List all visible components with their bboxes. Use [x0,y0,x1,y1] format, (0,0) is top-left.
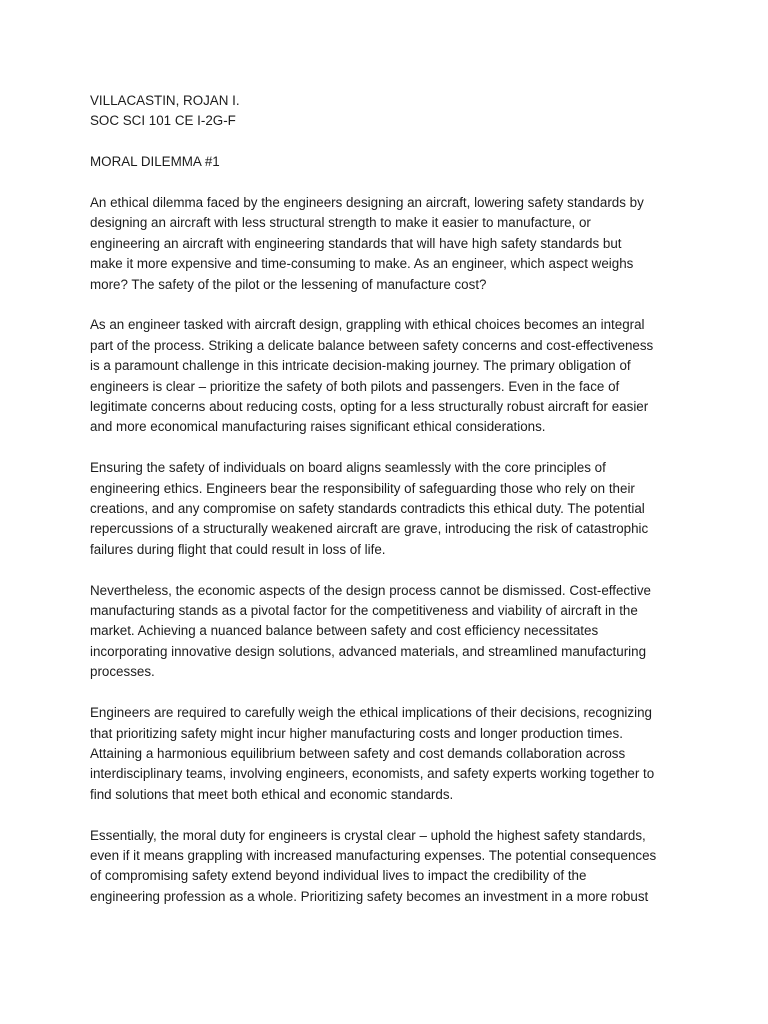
paragraph-line: Attaining a harmonious equilibrium between safety and cost demands collaboration across [90,745,626,761]
paragraph-line: engineering ethics. Engineers bear the responsibility of safeguarding those who rely on their [90,480,635,496]
paragraph-2 [90,315,686,437]
paragraph-6 [90,826,686,908]
paragraph-line: market. Achieving a nuanced balance between safety and cost efficiency necessitates [90,623,599,639]
paragraph-1 [90,193,686,295]
paragraph-4 [90,581,686,683]
paragraph-line: engineering an aircraft with engineering standards that will have high safety standards but [90,235,622,251]
paragraph-line: more? The safety of the pilot or the lessening of manufacture cost? [90,276,487,292]
paragraph-line: make it more expensive and time-consuming to make. As an engineer, which aspect weighs [90,256,634,272]
paragraph-3 [90,458,686,560]
course-code: SOC SCI 101 CE I-2G-F [90,113,236,129]
author-name: VILLACASTIN, ROJAN I. [90,93,240,108]
paragraph-line: find solutions that meet both ethical and economic standards. [90,786,454,802]
paragraph-5 [90,703,686,805]
paragraph-line: legitimate concerns about reducing costs, opting for a less structurally robust aircraft for easier [90,399,649,415]
paragraph-line: An ethical dilemma faced by the engineers designing an aircraft, lowering safety standards by [90,195,644,210]
paragraph-line: is a paramount challenge in this intricate decision-making journey. The primary obligation of [90,358,631,374]
paragraph-line: manufacturing stands as a pivotal factor for the competitiveness and viability of aircraft in the [90,603,638,619]
paragraph-line: engineers is clear – prioritize the safety of both pilots and passengers. Even in the face of [90,378,620,394]
paragraph-line: incorporating innovative design solutions, advanced materials, and streamlined manufacturing [90,643,647,659]
paragraph-line: part of the process. Striking a delicate balance between safety concerns and cost-effectiveness [90,337,654,353]
paragraph-line: creations, and any compromise on safety standards contradicts this ethical duty. The potential [90,501,645,517]
paragraph-line: that prioritizing safety might incur higher manufacturing costs and longer production times. [90,725,623,741]
paragraph-line: designing an aircraft with less structural strength to make it easier to manufacture, or [90,215,591,231]
paragraph-line: engineering profession as a whole. Prioritizing safety becomes an investment in a more robust [90,888,649,904]
paragraph-line: failures during flight that could result in loss of life. [90,541,386,557]
paragraph-line: As an engineer tasked with aircraft design, grappling with ethical choices becomes an integral [90,317,645,333]
paragraph-line: Nevertheless, the economic aspects of the design process cannot be dismissed. Cost-effective [90,582,651,598]
paragraph-line: repercussions of a structurally weakened aircraft are grave, introducing the risk of catastrophic [90,521,649,537]
paragraph-line: Engineers are required to carefully weigh the ethical implications of their decisions, recognizing [90,705,652,721]
paragraph-line: processes. [90,664,155,680]
paragraph-line: Essentially, the moral duty for engineers is crystal clear – uphold the highest safety standards, [90,827,646,843]
document-body [90,91,686,907]
paragraph-line: Ensuring the safety of individuals on board aligns seamlessly with the core principles of [90,460,606,476]
document-title: MORAL DILEMMA #1 [90,154,220,170]
paragraph-line: and more economical manufacturing raises significant ethical considerations. [90,419,546,435]
paragraph-line: even if it means grappling with increased manufacturing expenses. The potential consequences [90,847,657,863]
paragraph-line: interdisciplinary teams, involving engineers, economists, and safety experts working together to [90,766,655,782]
paragraph-line: of compromising safety extend beyond individual lives to impact the credibility of the [90,868,587,884]
